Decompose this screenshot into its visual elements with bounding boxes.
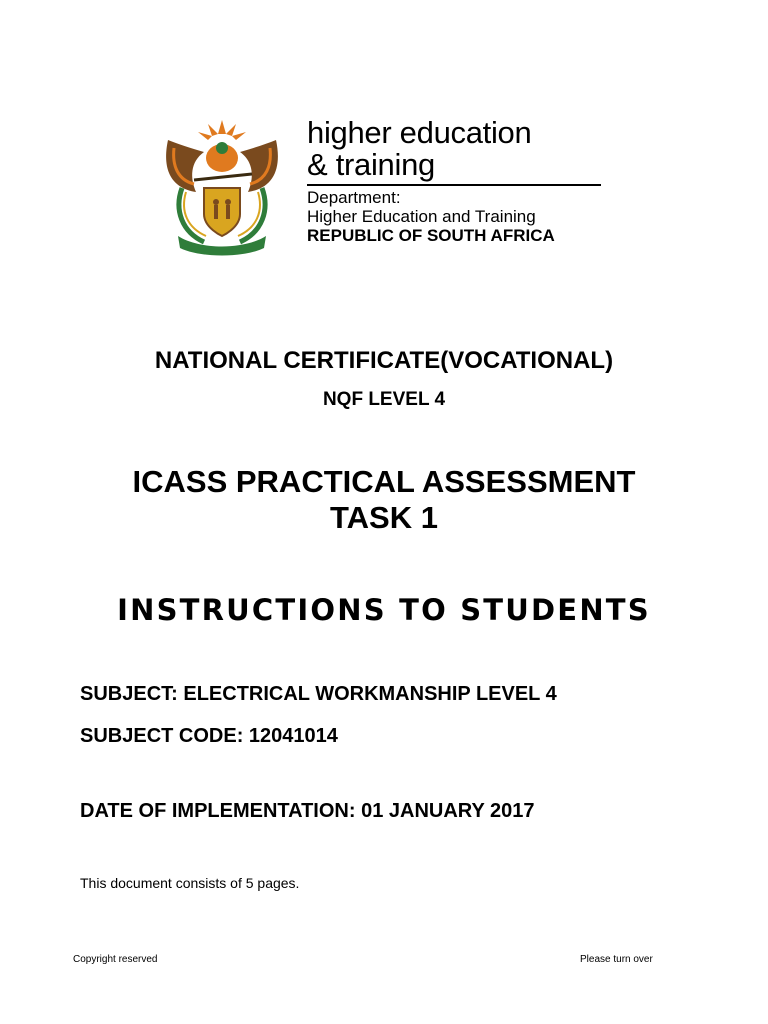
coat-of-arms-icon (160, 118, 284, 256)
footer-copyright: Copyright reserved (73, 954, 158, 965)
department-label: Department: (307, 188, 401, 207)
header-divider (307, 184, 601, 186)
instructions-heading: INSTRUCTIONS TO STUDENTS (117, 593, 651, 627)
subject-line: SUBJECT: ELECTRICAL WORKMANSHIP LEVEL 4 (80, 683, 557, 705)
certificate-title: NATIONAL CERTIFICATE(VOCATIONAL) (154, 347, 614, 374)
department-name: Higher Education and Training (307, 207, 536, 226)
brand-line-2: & training (307, 147, 435, 182)
footer-turn-over: Please turn over (580, 954, 653, 965)
implementation-date: DATE OF IMPLEMENTATION: 01 JANUARY 2017 (80, 800, 535, 822)
nqf-level: NQF LEVEL 4 (322, 389, 446, 410)
page-count-note: This document consists of 5 pages. (80, 875, 300, 891)
subject-code: SUBJECT CODE: 12041014 (80, 725, 338, 747)
assessment-title: ICASS PRACTICAL ASSESSMENT (132, 464, 636, 499)
brand-line-1: higher education (307, 115, 532, 150)
country-name: REPUBLIC OF SOUTH AFRICA (307, 226, 555, 245)
assessment-task: TASK 1 (330, 500, 438, 535)
